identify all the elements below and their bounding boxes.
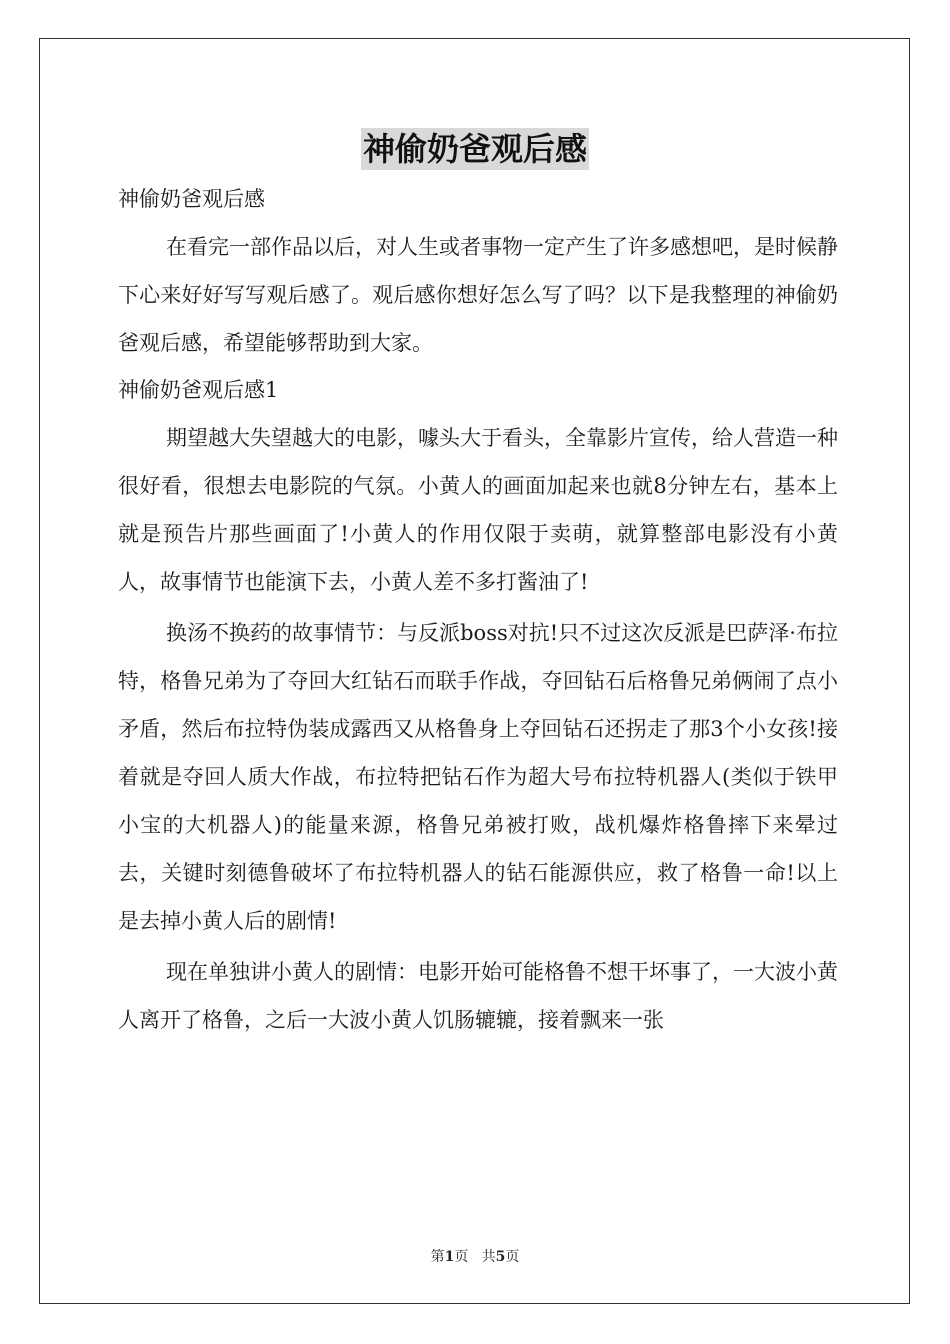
document-subtitle: 神偷奶爸观后感 [118,187,265,211]
footer-page-number: 1 [444,1249,455,1265]
body-paragraph-2: 换汤不换药的故事情节：与反派boss对抗!只不过这次反派是巴萨泽·布拉特，格鲁兄弟为了夺回大红钻石而联手作战，夺回钻石后格鲁兄弟俩闹了点小矛盾，然后布拉特伪装成露西又从格鲁身上夺回钻石还拐走了那3个小女孩!接着就是夺回人质大作战，布拉特把钻石作为超大号布拉特机器人(类似于铁甲小宝的大机器人)的能量来源，格鲁兄弟被打败，战机爆炸格鲁摔下来晕过去，关键时刻德鲁破坏了布拉特机器人的钻石能源供应，救了格鲁一命!以上是去掉小黄人后的剧情! [118,621,838,933]
document-body [118,178,838,1046]
footer-total-suffix: 页 [505,1249,520,1265]
section-heading: 神偷奶爸观后感1 [118,378,279,402]
footer-total-prefix: 共 [481,1249,496,1265]
body-paragraph-1: 期望越大失望越大的电影，噱头大于看头，全靠影片宣传，给人营造一种很好看，很想去电影院的气氛。小黄人的画面加起来也就8分钟左右，基本上就是预告片那些画面了!小黄人的作用仅限于卖萌，就算整部电影没有小黄人，故事情节也能演下去，小黄人差不多打酱油了! [118,426,838,594]
body-paragraph-3: 现在单独讲小黄人的剧情：电影开始可能格鲁不想干坏事了，一大波小黄人离开了格鲁，之后一大波小黄人饥肠辘辘，接着飘来一张 [118,960,838,1032]
intro-paragraph: 在看完一部作品以后，对人生或者事物一定产生了许多感想吧，是时候静下心来好好写写观后感了。观后感你想好怎么写了吗？以下是我整理的神偷奶爸观后感，希望能够帮助到大家。 [118,235,838,355]
document-title-container [0,128,950,170]
footer-page-suffix: 页 [454,1249,469,1265]
footer-prefix: 第 [430,1249,445,1265]
page-footer [0,1246,950,1266]
footer-total-pages: 5 [495,1249,506,1265]
document-title: 神偷奶爸观后感 [362,130,587,168]
